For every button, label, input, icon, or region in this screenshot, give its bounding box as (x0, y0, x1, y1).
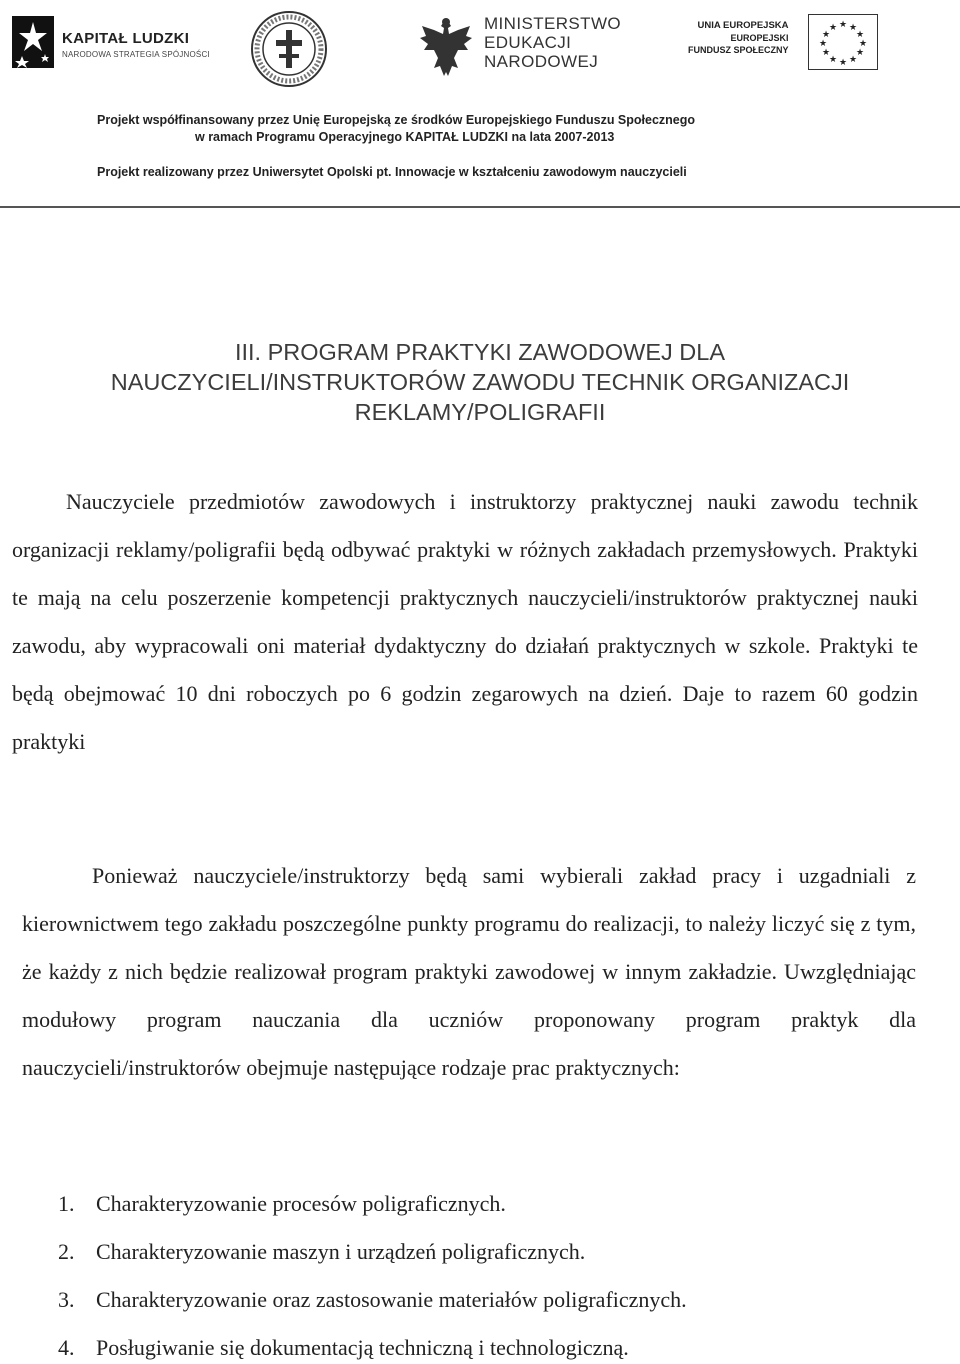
ministry-line-3: NARODOWEJ (484, 52, 599, 71)
list-item-text: Charakteryzowanie oraz zastosowanie materiałów poligraficznych. (96, 1287, 687, 1312)
eu-line-2: EUROPEJSKI (730, 33, 789, 43)
title-line-2: NAUCZYCIELI/INSTRUKTORÓW ZAWODU TECHNIK ORGANIZACJI (110, 369, 850, 395)
kapital-ludzki-star-icon (12, 16, 54, 68)
list-item-number: 1. (58, 1191, 75, 1216)
funding-statement (97, 112, 695, 146)
university-seal-icon (250, 10, 328, 88)
svg-text:★: ★ (838, 58, 848, 68)
svg-text:★: ★ (821, 30, 831, 40)
list-item (58, 1276, 687, 1324)
title-line-3: REKLAMY/POLIGRAFII (354, 399, 606, 425)
kapital-ludzki-name: KAPITAŁ LUDZKI (62, 30, 190, 47)
svg-text:★: ★ (818, 39, 828, 49)
list-item-text: Charakteryzowanie maszyn i urządzeń poligraficznych. (96, 1239, 586, 1264)
eu-flag-icon (808, 14, 878, 70)
logo-bar (0, 8, 960, 92)
list-item-number: 2. (58, 1239, 75, 1264)
list-item-number: 3. (58, 1287, 75, 1312)
list-item (58, 1180, 687, 1228)
list-item-text: Charakteryzowanie procesów poligraficznych. (96, 1191, 506, 1216)
list-item-number: 4. (58, 1335, 75, 1360)
eu-line-1: UNIA EUROPEJSKA (697, 20, 789, 31)
paragraph-2: Ponieważ nauczyciele/instruktorzy będą sami wybierali zakład pracy i uzgadniali z kierownictwem tego zakładu poszczególne punkty programu do realizacji, to należy liczyć się z tym, że każdy z nich będzie realizował program praktyki zawodowej w innym zakładzie. Uwzględniając modułowy program nauczania dla uczniów proponowany program praktyk dla nauczycieli/instruktorów obejmuje następujące rodzaje prac praktycznych: (22, 863, 916, 1080)
svg-text:★: ★ (848, 23, 858, 33)
svg-text:★: ★ (848, 55, 858, 65)
ministry-line-2: EDUKACJI (484, 33, 572, 52)
header-divider (0, 206, 960, 208)
kapital-ludzki-logo (62, 30, 210, 59)
list-item (58, 1228, 687, 1276)
eagle-emblem-icon (418, 12, 474, 84)
svg-text:★: ★ (828, 55, 838, 65)
svg-text:★: ★ (821, 48, 831, 58)
title-line-1: III. PROGRAM PRAKTYKI ZAWODOWEJ DLA (234, 339, 726, 365)
svg-text:★: ★ (858, 39, 868, 49)
svg-text:★: ★ (855, 48, 865, 58)
ministry-logo-text (484, 14, 621, 71)
funding-line-2: w ramach Programu Operacyjnego KAPITAŁ LUDZKI na lata 2007-2013 (195, 130, 615, 144)
eu-line-3: FUNDUSZ SPOŁECZNY (688, 45, 789, 55)
svg-text:★: ★ (828, 23, 838, 33)
paragraph-1: Nauczyciele przedmiotów zawodowych i instruktorzy praktycznej nauki zawodu technik organizacji reklamy/poligrafii będą odbywać praktyki w różnych zakładach przemysłowych. Praktyki te mają na celu poszerzenie kompetencji praktycznych nauczycieli/instruktorów praktycznej nauki zawodu, aby wypracowali oni materiał dydaktyczny do działań praktycznych w szkole. Praktyki te będą obejmować 10 dni roboczych po 6 godzin zegarowych na dzień. Daje to razem 60 godzin praktyki (12, 489, 918, 754)
eu-logo-text (688, 20, 789, 56)
list-item-text: Posługiwanie się dokumentacją techniczną i technologiczną. (96, 1335, 629, 1360)
kapital-ludzki-tagline: NARODOWA STRATEGIA SPÓJNOŚCI (62, 50, 210, 59)
project-statement: Projekt realizowany przez Uniwersytet Opolski pt. Innowacje w kształceniu zawodowym nauczycieli (97, 165, 687, 179)
funding-line-1: Projekt współfinansowany przez Unię Europejską ze środków Europejskiego Funduszu Społecznego (97, 113, 696, 127)
svg-text:★: ★ (838, 20, 848, 30)
svg-text:★: ★ (855, 30, 865, 40)
page-title (0, 337, 960, 427)
ministry-line-1: MINISTERSTWO (484, 14, 622, 33)
list-item (58, 1324, 687, 1364)
work-types-list (58, 1180, 687, 1364)
